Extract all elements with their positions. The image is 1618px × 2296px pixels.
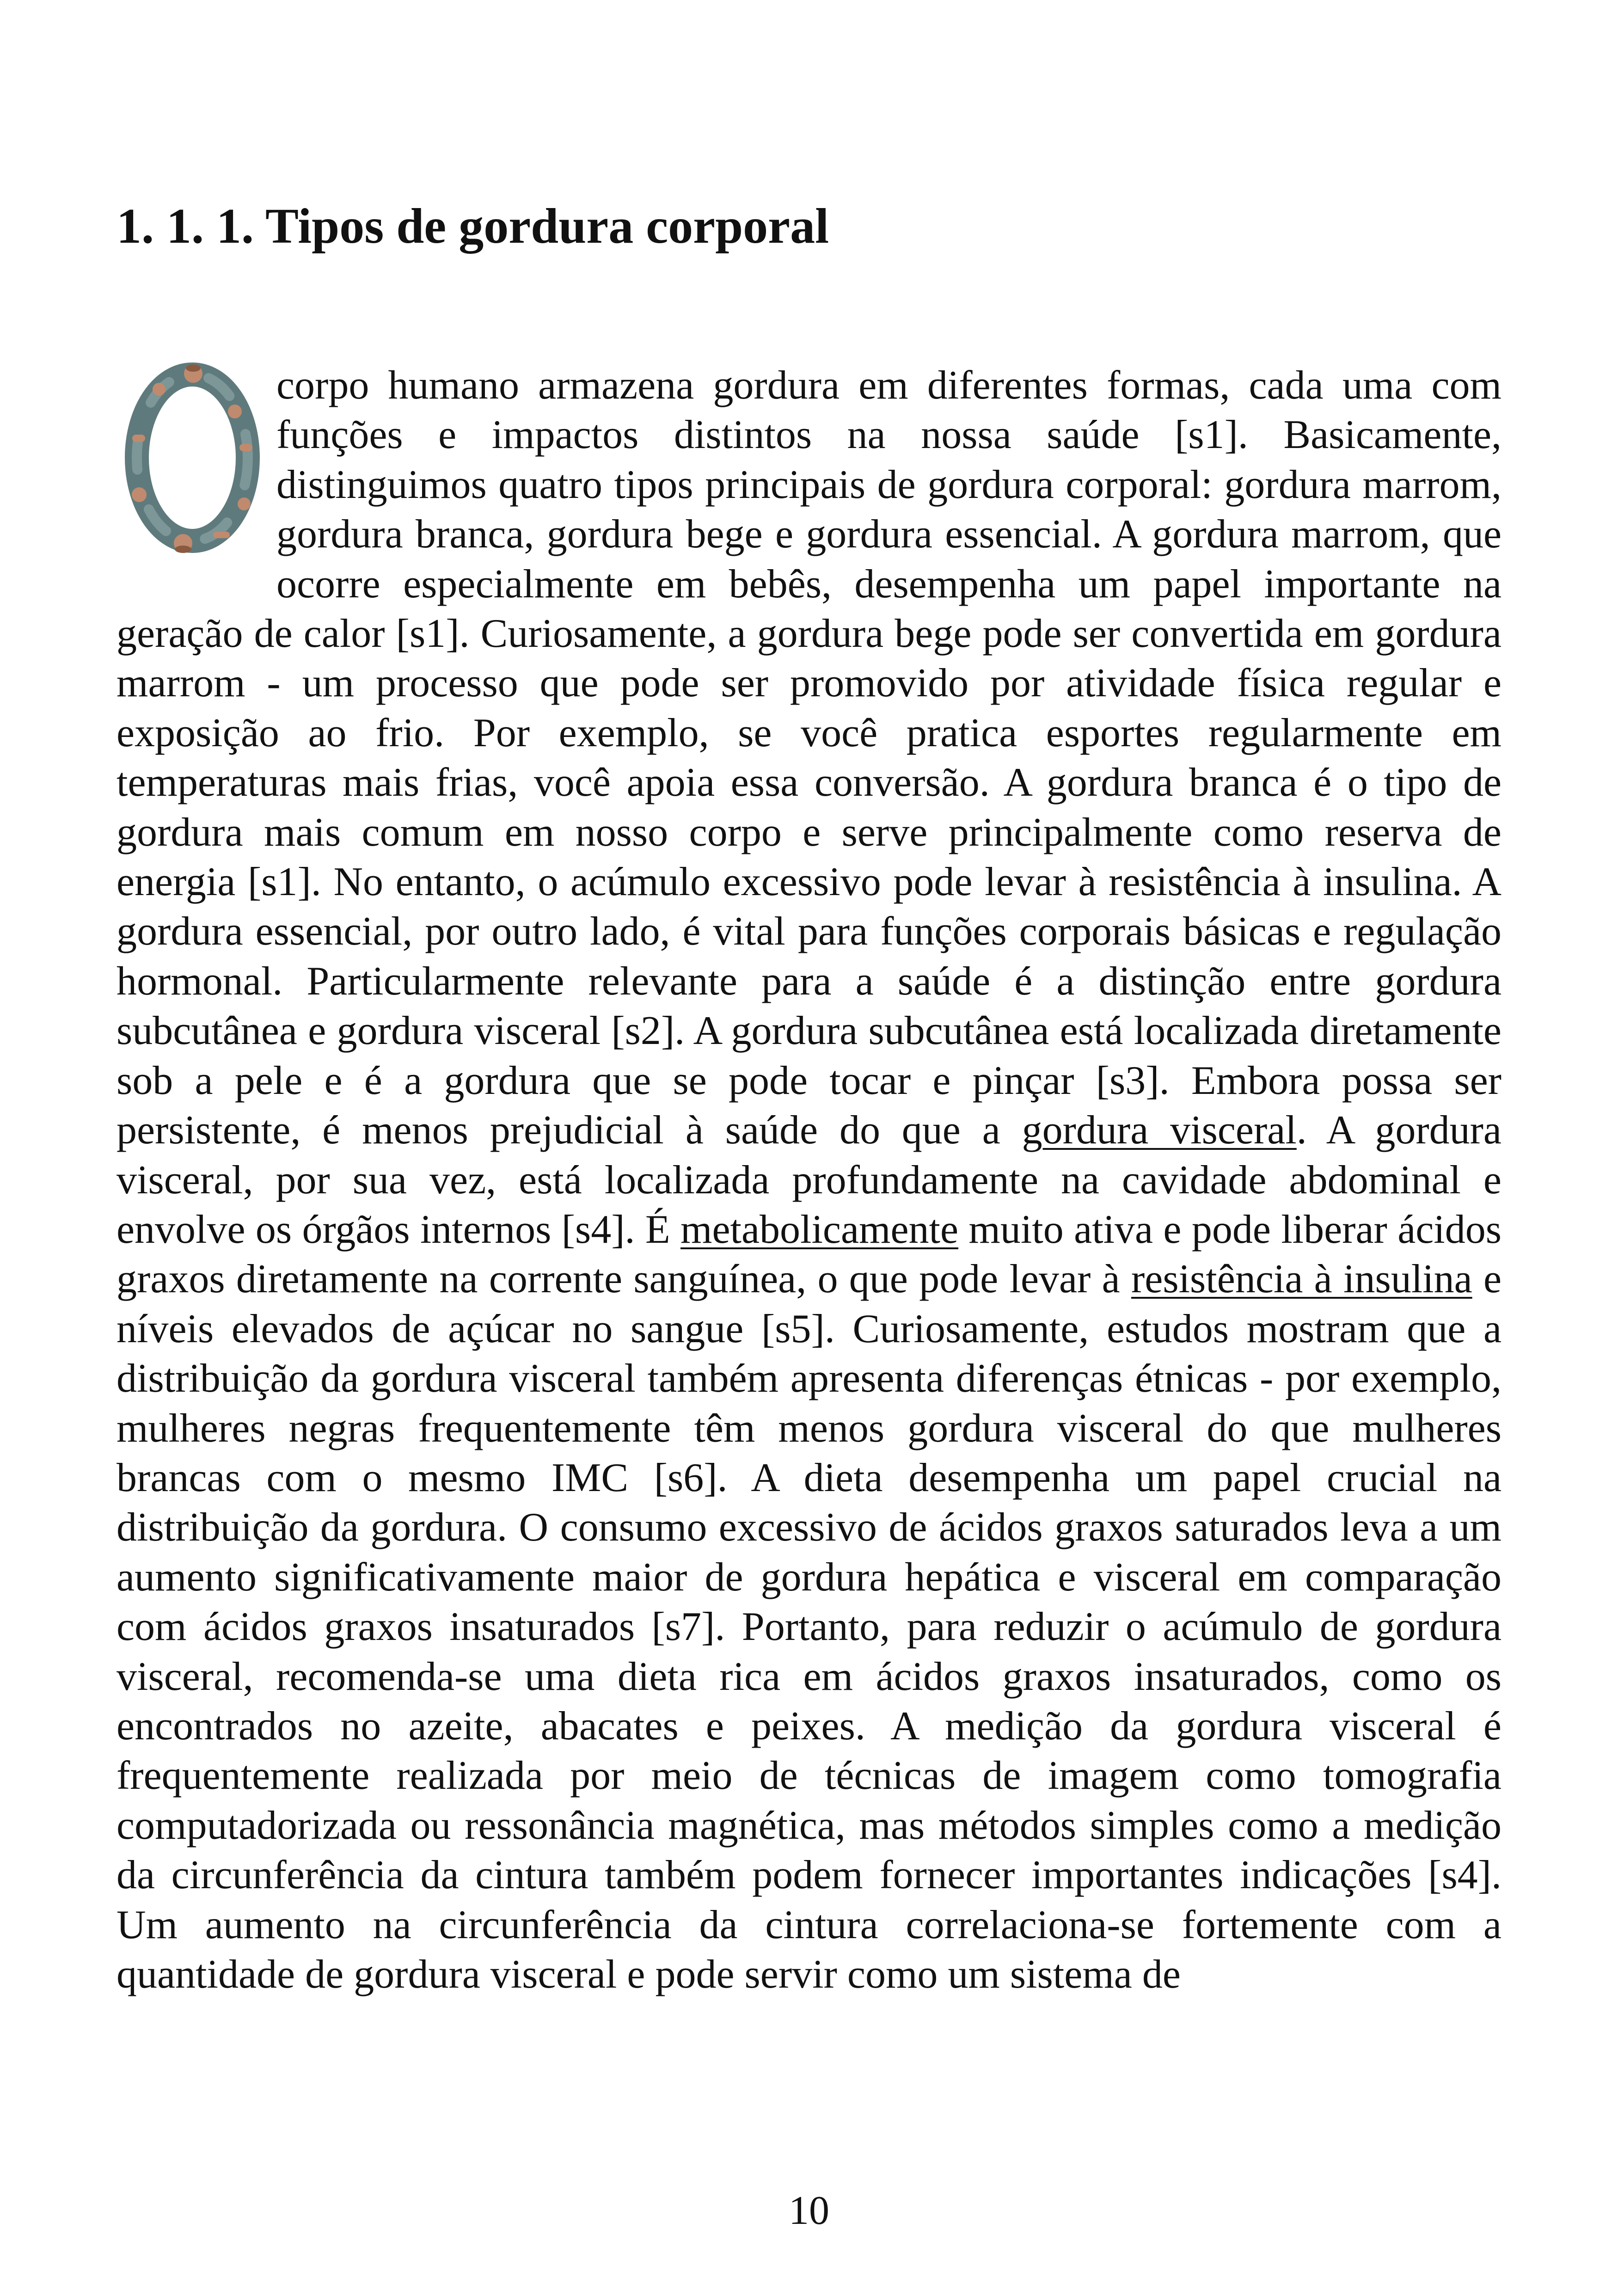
paragraph-text-2: . A gordura visceral, por sua vez, está localizada profundamente na cavidade abdominal e envolve os órgãos internos [s4]. É xyxy=(116,1108,1502,1252)
paragraph-text-1: corpo humano armazena gordura em diferentes formas, cada uma com funções e impactos distintos na nossa saúde [s1]. Basicamente, distinguimos quatro tipos principais de gordura corporal: gordura marrom, gordura branca, gordura bege e gordura essencial. A gordura marrom, que ocorre especialmente em bebês, desempenha um papel importante na geração de calor [s1]. Curiosamente, a gordura bege pode ser convertida em gordura marrom - um processo que pode ser promovido por atividade física regular e exposição ao frio. Por exemplo, se você pratica esportes regularmente em temperaturas mais frias, você apoia essa conversão. A gordura branca é o tipo de gordura mais comum em nosso corpo e serve principalmente como reserva de energia [s1]. No entanto, o acúmulo excessivo pode levar à resistência à insulina. A gordura essencial, por outro lado, é vital para funções corporais básicas e regulação hormonal. Particularmente relevante para a saúde é a distinção entre gordura subcutânea e gordura visceral [s2]. A gordura subcutânea está localizada diretamente sob a pele e é a gordura que se pode tocar e pinçar [s3]. Embora possa ser persistente, é menos prejudicial à saúde do que a xyxy=(116,363,1502,1153)
link-resistencia-insulina[interactable]: resistência à insulina xyxy=(1131,1257,1472,1302)
link-metabolicamente[interactable]: metabolicamente xyxy=(680,1207,959,1252)
drop-cap-illustration xyxy=(114,356,271,559)
body-paragraph xyxy=(116,361,1502,1999)
link-gordura-visceral[interactable]: gordura visceral xyxy=(1022,1108,1297,1153)
page-number: 10 xyxy=(789,2188,829,2233)
paragraph-text-4: e níveis elevados de açúcar no sangue [s5]. Curiosamente, estudos mostram que a distribuição da gordura visceral também apresenta diferenças étnicas - por exemplo, mulheres negras frequentemente têm menos gordura visceral do que mulheres brancas com o mesmo IMC [s6]. A dieta desempenha um papel crucial na distribuição da gordura. O consumo excessivo de ácidos graxos saturados leva a um aumento significativamente maior de gordura hepática e visceral em comparação com ácidos graxos insaturados [s7]. Portanto, para reduzir o acúmulo de gordura visceral, recomenda-se uma dieta rica em ácidos graxos insaturados, como os encontrados no azeite, abacates e peixes. A medição da gordura visceral é frequentemente realizada por meio de técnicas de imagem como tomografia computadorizada ou ressonância magnética, mas métodos simples como a medição da circunferência da cintura também podem fornecer importantes indicações [s4]. Um aumento na circunferência da cintura correlaciona-se fortemente com a quantidade de gordura visceral e pode servir como um sistema de xyxy=(116,1257,1502,1997)
section-heading: 1. 1. 1. Tipos de gordura corporal xyxy=(116,199,829,254)
paragraph-text-3: muito ativa e pode liberar ácidos graxos diretamente na corrente sanguínea, o que pode levar à xyxy=(116,1207,1502,1302)
